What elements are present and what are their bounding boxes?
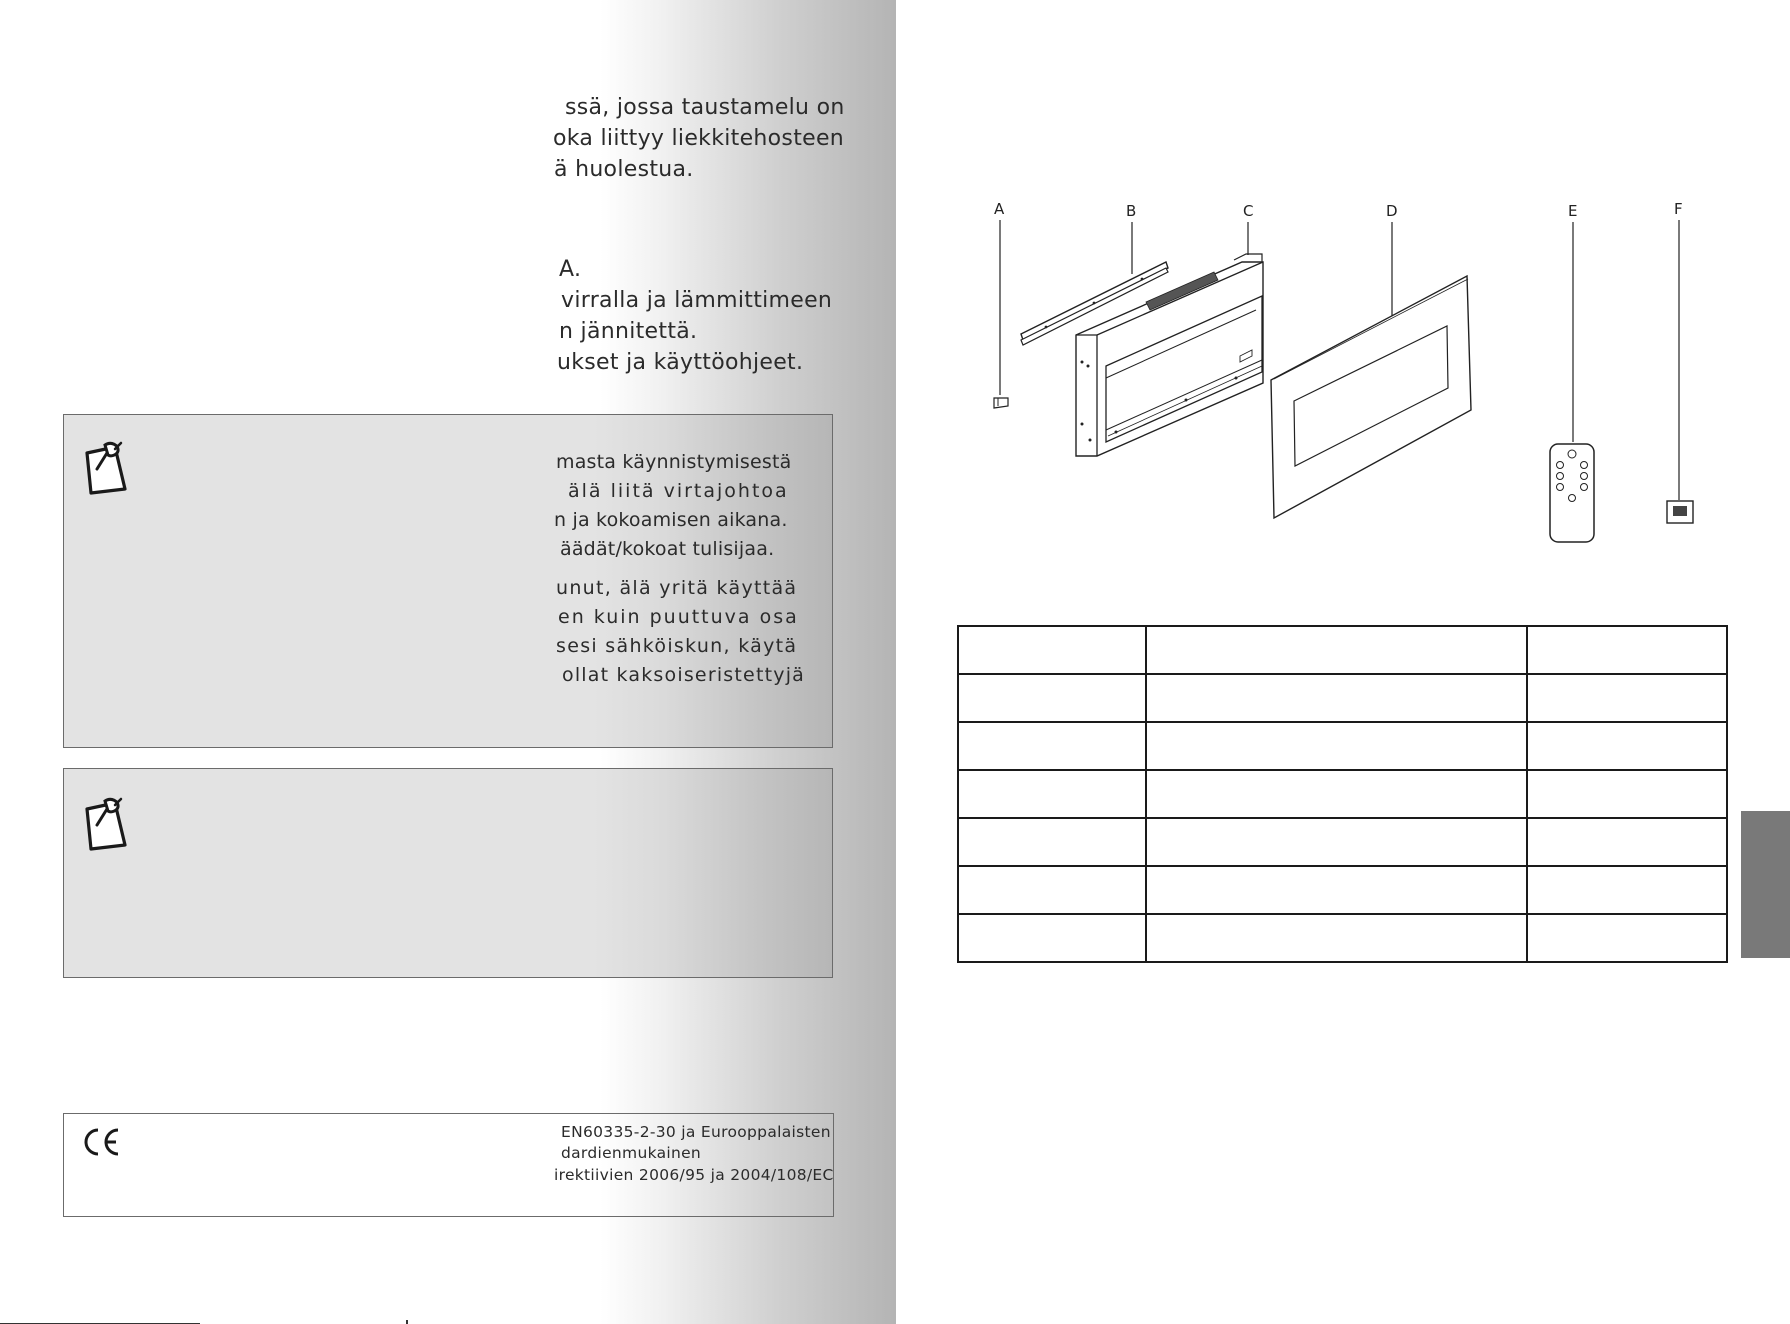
- table-cell: [1146, 770, 1527, 818]
- svg-text:F: F: [1674, 200, 1683, 218]
- ce-line: irektiivien 2006/95 ja 2004/108/EC: [554, 1166, 834, 1184]
- part-label-c: [1243, 202, 1253, 255]
- table-cell: [1527, 866, 1727, 914]
- table-cell: [1527, 770, 1727, 818]
- table-cell: [1527, 818, 1727, 866]
- intro-line: ä huolestua.: [554, 157, 694, 182]
- table-cell: [1146, 818, 1527, 866]
- table-cell: [958, 914, 1146, 962]
- note-box-1: [63, 414, 833, 748]
- fireplace-body-icon: [1076, 254, 1263, 456]
- table-row: [958, 674, 1727, 722]
- exploded-parts-diagram: [896, 0, 1790, 560]
- table-cell: [1146, 914, 1527, 962]
- table-cell: [1146, 722, 1527, 770]
- wall-anchor-icon: [994, 398, 1008, 408]
- ce-line: dardienmukainen: [561, 1144, 702, 1162]
- remote-control-icon: [1550, 444, 1594, 542]
- svg-text:B: B: [1126, 202, 1137, 220]
- note1-line: masta käynnistymisestä: [556, 451, 792, 473]
- note-box-2: [63, 768, 833, 978]
- parts-table: [957, 625, 1728, 963]
- table-cell: [1527, 674, 1727, 722]
- table-row: [958, 818, 1727, 866]
- intro-line: oka liittyy liekkitehosteen: [553, 126, 845, 151]
- table-cell: [1527, 626, 1727, 674]
- table-cell: [958, 626, 1146, 674]
- note1-line: unut, älä yritä käyttää: [556, 577, 798, 599]
- note1-line: sesi sähköiskun, käytä: [556, 635, 798, 657]
- ce-compliance-box: [63, 1113, 834, 1217]
- note1-line: en kuin puuttuva osa: [558, 606, 799, 628]
- part-label-b: [1126, 202, 1136, 274]
- note1-line: älä liitä virtajohtoa: [568, 480, 789, 502]
- section-side-tab: [1741, 811, 1790, 958]
- note1-line: äädät/kokoat tulisijaa.: [560, 538, 775, 560]
- table-cell: [958, 818, 1146, 866]
- table-cell: [1146, 866, 1527, 914]
- part-label-d: [1386, 202, 1398, 325]
- table-cell: [958, 722, 1146, 770]
- table-row: [958, 626, 1727, 674]
- right-page: [896, 0, 1790, 1324]
- battery-icon: [1667, 501, 1693, 523]
- table-cell: [958, 866, 1146, 914]
- power-line: A.: [559, 257, 582, 282]
- table-row: [958, 866, 1727, 914]
- ce-mark-icon: [81, 1127, 123, 1157]
- note1-line: ollat kaksoiseristettyjä: [562, 664, 806, 686]
- table-cell: [1527, 914, 1727, 962]
- table-row: [958, 770, 1727, 818]
- svg-text:E: E: [1568, 202, 1578, 220]
- note1-line: n ja kokoamisen aikana.: [554, 509, 788, 531]
- table-cell: [958, 674, 1146, 722]
- power-line: n jännitettä.: [559, 319, 698, 344]
- footer-tick: [406, 1320, 408, 1324]
- svg-text:A: A: [994, 200, 1005, 218]
- pencil-note-icon: [81, 795, 133, 853]
- intro-line: ssä, jossa taustamelu on: [565, 95, 845, 120]
- power-line: virralla ja lämmittimeen: [561, 288, 833, 313]
- part-label-f: [1674, 200, 1683, 500]
- svg-text:D: D: [1386, 202, 1398, 220]
- table-row: [958, 914, 1727, 962]
- part-label-e: [1568, 202, 1577, 442]
- table-row: [958, 722, 1727, 770]
- pencil-note-icon: [81, 439, 133, 497]
- power-line: ukset ja käyttöohjeet.: [557, 350, 804, 375]
- table-cell: [1527, 722, 1727, 770]
- table-cell: [958, 770, 1146, 818]
- ce-line: EN60335-2-30 ja Eurooppalaisten: [561, 1123, 831, 1141]
- table-cell: [1146, 674, 1527, 722]
- table-cell: [1146, 626, 1527, 674]
- glass-front-panel-icon: [1271, 276, 1471, 518]
- svg-text:C: C: [1243, 202, 1254, 220]
- part-label-a: [994, 200, 1005, 395]
